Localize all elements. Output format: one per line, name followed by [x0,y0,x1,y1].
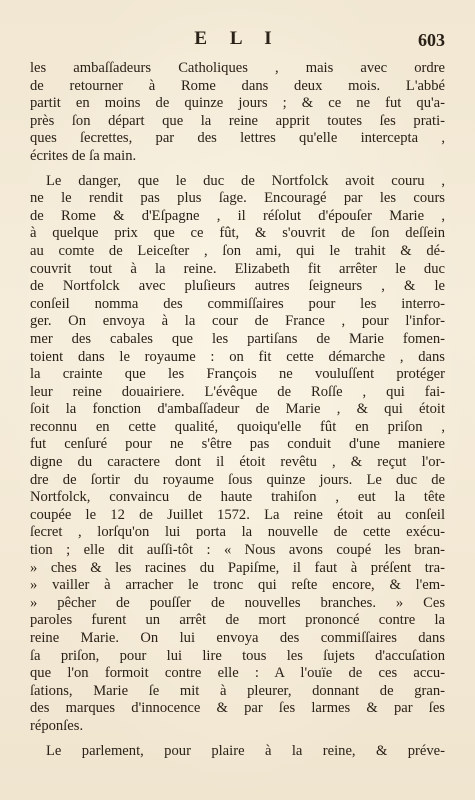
text-line: les ambaſſadeurs Catholiques , mais avec ordre [30,60,445,76]
quoted-line: » ches & les racines du Papiſme, il faut à préſent tra- [30,559,445,576]
paragraph-start: Le parlement, pour plaire à la reine, & préve- [46,742,445,759]
text-line: de Nortfolck avec pluſieurs autres ſeigneurs , & le [30,278,445,295]
text-line: la crainte que les François ne vouluſſent protéger [30,366,445,383]
text-line: paroles furent un arrêt de mort prononcé contre la [30,612,445,629]
text-line: au comte de Leiceſter , ſon ami, qui le trahit & dé- [30,242,445,259]
text-line: dre de ſortir du royaume ſous quinze jours. Le duc de [30,471,445,488]
body-text [30,60,445,760]
text-line: ſations, Marie ſe mit à pleurer, donnant de gran- [30,682,445,699]
text-line: reine Marie. On lui envoya des commiſſaires dans [30,630,445,646]
text-line: fut cenſuré pour ne s'être pas conduit d'une maniere [30,436,445,453]
text-line: ſa priſon, pour lui lire tous les ſujets d'accuſation [30,647,445,664]
text-line: conſeil nomma des commiſſaires pour les interro- [30,295,445,312]
text-line: ſecret , lorſqu'on lui porta la nouvelle de cette exécu- [30,524,445,541]
paragraph-start: Le danger, que le duc de Nortfolck avoit couru , [46,172,445,189]
text-line: ques ſecrettes, par des lettres qu'elle intercepta , [30,130,445,147]
text-line: à quelque prix que ce fût, & s'ouvrit de ſon deſſein [30,225,445,242]
text-line: près ſon départ que la reine apprit toutes ſes prati- [30,112,445,129]
page-number: 603 [418,30,445,50]
text-line: leur reine douairiere. L'évêque de Roſſe , qui fai- [30,383,445,400]
text-line: que l'on formoit contre elle : A l'ouïe de ces accu- [30,665,445,682]
text-line: tion ; elle dit auſſi-tôt : « Nous avons coupé les bran- [30,542,445,559]
page-header [0,28,475,54]
text-line: partit en moins de quinze jours ; & ce ne fut qu'a- [30,95,445,112]
text-line: réponſes. [30,717,84,734]
text-line: de retourner à Rome dans deux mois. L'abbé [30,77,445,94]
text-line: Nortfolck, convaincu de haute trahiſon , eut la tête [30,489,445,506]
text-line: couvrit tout à la reine. Elizabeth fit arrêter le duc [30,260,445,277]
text-line: toient dans le royaume : on fit cette démarche , dans [30,348,445,365]
text-line: ger. On envoya à la cour de France , pour l'infor- [30,313,445,330]
text-line: coupée le 12 de Juillet 1572. La reine étoit au conſeil [30,506,445,523]
text-line: ne le rendit pas plus ſage. Encouragé par les cours [30,190,445,207]
running-head: E L I [194,28,281,49]
quoted-line: » pêcher de pouſſer de nouvelles branches. » Ces [30,594,445,611]
text-line: de Rome & d'Eſpagne , il réſolut d'épouſer Marie , [30,207,445,224]
text-line: reconnu en cette qualité, quoiqu'elle fût en priſon , [30,418,445,435]
text-line: mer des cabales que les partiſans de Marie fomen- [30,330,445,347]
text-line: ſoit la fonction d'ambaſſadeur de Marie , & qui étoit [30,401,445,418]
quoted-line: » vailler à arracher le tronc qui reſte encore, & l'em- [30,577,445,594]
text-line: des marques d'innocence & par ſes larmes & par ſes [30,700,445,717]
text-line: écrites de ſa main. [30,147,137,164]
text-line: digne du caractere dont il étoit revêtu , & reçut l'or- [30,454,445,471]
